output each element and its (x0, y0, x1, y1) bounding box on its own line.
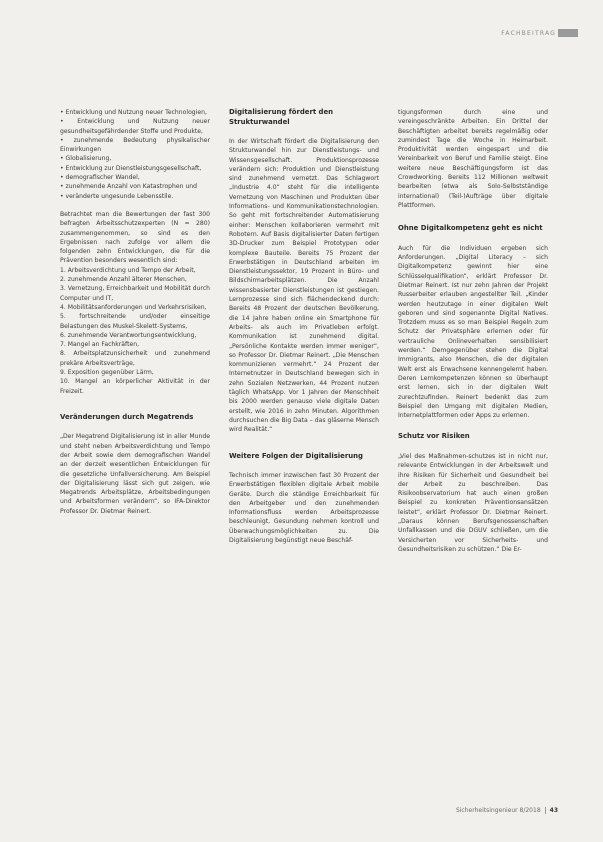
section-heading: Ohne Digitalkompetenz geht es nicht (398, 224, 543, 233)
section-heading: Digitalisierung fördert den Strukturwandel (229, 108, 334, 126)
paragraph: „Der Megatrend Digitalisierung ist in aller Munde und steht neben Arbeitsverdichtung und Tempo der Arbeit sowie dem demografischen Wandel an der derzeit wesentlichen Entwicklungen für die gesetzliche Unfallversicherung. Am Beispiel der Digitalisierung lässt sich gut zeigen, wie Megatrends Arbeitsplätze, Arbeitsbedingungen und Arbeitsformen verändern“, so IFA-Direktor Professor Dr. Dietmar Reinert. (60, 433, 210, 515)
bullet-item: • Entwicklung und Nutzung neuer Technologien, (60, 109, 207, 116)
column-3 (398, 108, 548, 554)
page-footer (456, 807, 558, 814)
list-item: 10. Mangel an körperlicher Aktivität in der Freizeit. (60, 378, 210, 395)
bullet-list (60, 108, 210, 201)
list-item: 3. Vernetzung, Erreichbarkeit und Mobilität durch Computer und IT, (60, 285, 210, 302)
bullet-item: • demografischer Wandel, (60, 174, 140, 182)
header-marker (558, 29, 578, 37)
bullet-item: • Entwicklung und Nutzung neuer gesundheitsgefährdender Stoffe und Produkte, (60, 118, 210, 135)
list-item: 2. zunehmende Anzahl älterer Menschen, (60, 276, 187, 284)
section-heading: Veränderungen durch Megatrends (60, 412, 194, 421)
list-item: 5. fortschreitende und/oder einseitige Belastungen des Muskel-Skelett-Systems, (60, 313, 210, 330)
numbered-list (60, 266, 210, 396)
footer-divider (545, 807, 546, 814)
bullet-item: • Entwicklung zur Dienstleistungsgesellschaft, (60, 164, 202, 172)
bullet-item: • zunehmende Bedeutung physikalischer Einwirkungen (60, 136, 210, 154)
section-label: FACHBEITRAG (501, 30, 556, 37)
paragraph: Betrachtet man die Bewertungen der fast 300 befragten Arbeitsschutzexperten (N = 280) zusammengenommen, so sind es den Ergebnissen nach zufolge vor allem die folgenden zehn Entwicklungen, die für die Prävention besonders wesentlich sind: (60, 210, 210, 265)
list-item: 9. Exposition gegenüber Lärm, (60, 369, 154, 377)
paragraph: Technisch immer inzwischen fast 30 Prozent der Erwerbstätigen flexiblen digitale Arbeit mobile Geräte. Durch die ständige Erreichbarkeit für den Arbeitgeber und den zunehmenden Informationsfluss werden Arbeitsprozesse beschleunigt, Gesundung nehmen kontroll und Überwachungsmöglichkeiten zu. Die Digitalisierung begünstigt neue Beschäf- (229, 472, 379, 545)
list-item: 1. Arbeitsverdichtung und Tempo der Arbeit, (60, 266, 196, 274)
paragraph: Auch für die Individuen ergeben sich Anforderungen. „Digital Literacy – sich Digitalkompetenz gewinnt hier eine Schlüsselqualifikation“, erklärt Professor Dr. Dietmar Reinert. Ist nur zehn Jahren der Projekt Russerbeiter erlauben angestellter Teil. „Kinder werden heutzutage in einer digitalen Welt geboren und sind sogenannte Digital Natives. Trotzdem muss es so man Beispiel Regeln zum Schutz der Privatsphäre erlernen oder für vertrauliche Onlineverhalten sensibilisiert werden.“ Demgegenüber stehen die Digital Immigrants, also Menschen, die der digitalen Welt erst als Erwachsene kennengelernt haben. Deren Lernkompetenzen können so überhaupt erst lernen, sich in der digitalen Welt zurechtzufinden. Reinert bedenkt das zum Beispiel den Umgang mit digitalen Medien, Internetplattformen oder Apps zu erlernen. (398, 244, 548, 420)
paragraph: In der Wirtschaft fördert die Digitalisierung den Strukturwandel hin zur Dienstleistungs- und Wissensgesellschaft. Produktionsprozesse verändern sich: Produktion und Dienstleistung sind zunehmend vernetzt. Das Schlagwort „Industrie 4.0“ steht für die intelligente Vernetzung von Maschinen und Produkten über Informations- und Kommunikationstechnologien. So geht mit fortschreitender Automatisierung einher: Menschen kollaborieren vermehrt mit Robotern. Auf Basis digitalisierter Daten fertigen 3D-Drucker zum Beispiel Prototypen oder komplexe Bauteile. Bereits 75 Prozent der Erwerbstätigen in Deutschland arbeiten im Dienstleistungssektor, 19 Prozent in Büro- und Bildschirmarbeitsplätzen. Die Anzahl wissensbasierter Dienstleistungen ist gestiegen. Lernprozesse sind sich flächendeckend durch: Bereits 48 Prozent der deutschen Bevölkerung, die 14 Jahre haben online ein Smartphone für Arbeits- als auch im Privatleben erfolgt. Kommunikation ist zunehmend digital. „Persönliche Kontakte werden immer weniger“, so Professor Dr. Dietmar Reinert. „Die Menschen kommunizieren vermehrt.“ 24 Prozent der Internetnutzer in Deutschland bewegen sich in zehn Sozialen Netzwerken, 44 Prozent nutzen täglich WhatsApp. Vor 1 Jahren der Menschheit bis 2000 werden genauso viele digitale Daten erstellt, wie 2016 in zehn Minuten. Algorithmen durchsuchen die Big Data – das gläserne Mensch wird Realität.“ (229, 138, 379, 434)
list-item: 6. zunehmende Verantwortungsentwicklung, (60, 331, 197, 339)
column-2 (229, 108, 379, 545)
list-item: 8. Arbeitsplatzunsicherheit und zunehmend prekäre Arbeitsverträge, (60, 350, 210, 367)
paragraph: tigungsformen durch eine und vereingeschränkte Arbeiten. Ein Drittel der Beschäftigten arbeitet bereits regelmäßig oder zumindest Tage die Woche in Heimarbeit. Produktivität werden eingespart und die Vereinbarkeit von Beruf und Familie steigt. Eine weitere neue Beschäftigungsform ist das Crowdworking. Bereits 112 Millionen weltweit bearbeiten (etwa als Solo-Selbstständige international) (Teil-)Aufträge über digitale Plattformen. (398, 109, 548, 209)
list-item: 7. Mangel an Fachkräften, (60, 341, 140, 349)
journal-name: Sicherheitsingenieur 8/2018 (455, 807, 541, 814)
column-1 (60, 108, 210, 516)
list-item: 4. Mobilitätsanforderungen und Verkehrsrisiken, (60, 303, 207, 311)
section-heading: Weitere Folgen der Digitalisierung (229, 451, 363, 460)
section-heading: Schutz vor Risiken (398, 432, 470, 441)
bullet-item: • zunehmende Anzahl von Katastrophen und (60, 183, 198, 191)
page-number: 43 (549, 807, 558, 814)
paragraph: „Viel des Maßnahmen-schutzes ist in nicht nur, relevante Entwicklungen in der Arbeitswelt und ihre Risiken für Sicherheit und Gesundheit bei der Arbeit zu beschreiben. Das Risikoobservatorium hat auch einen großen Beispiel zu konkreten Präventionsansätzen leistet“, erklärt Professor Dr. Dietmar Reinert. „Daraus können Berufsgenossenschaften Unfallkassen und die DGUV schließen, um die Versicherten vor Sicherheits- und Gesundheitsrisiken zu schützen.“ Die Er- (398, 452, 548, 553)
bullet-item: • veränderte ungesunde Lebensstile. (60, 192, 174, 200)
bullet-item: • Globalisierung, (60, 155, 112, 163)
